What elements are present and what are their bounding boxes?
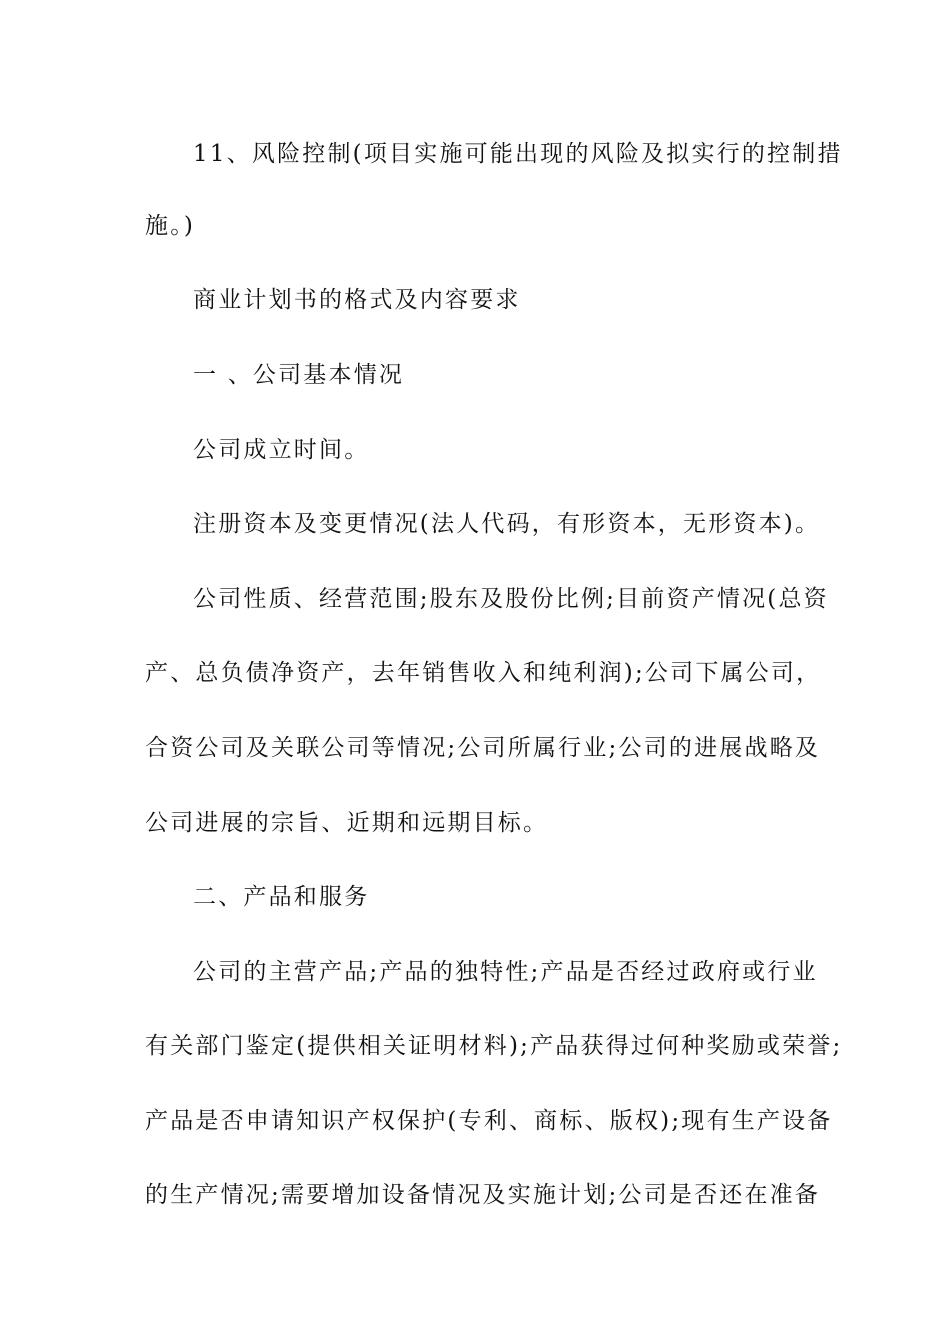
- paragraph-line: 施。): [145, 213, 196, 239]
- paragraph-line: 合资公司及关联公司等情况;公司所属行业;公司的进展战略及: [145, 735, 821, 761]
- paragraph-line: 公司性质、经营范围;股东及股份比例;目前资产情况(总资: [193, 586, 829, 612]
- paragraph-line: 产、总负债净资产，去年销售收入和纯利润);公司下属公司，: [145, 660, 822, 686]
- paragraph-line: 公司进展的宗旨、近期和远期目标。: [145, 810, 549, 836]
- section-heading: 二、产品和服务: [193, 884, 370, 910]
- paragraph-line: 注册资本及变更情况(法人代码，有形资本，无形资本)。: [193, 511, 821, 537]
- section-title: 商业计划书的格式及内容要求: [193, 287, 521, 313]
- paragraph-line: 11、风险控制(项目实施可能出现的风险及拟实行的控制措: [193, 141, 843, 167]
- paragraph-line: 的生产情况;需要增加设备情况及实施计划;公司是否还在准备: [145, 1182, 821, 1208]
- paragraph-line: 产品是否申请知识产权保护(专利、商标、版权);现有生产设备: [145, 1108, 833, 1134]
- paragraph-line: 公司的主营产品;产品的独特性;产品是否经过政府或行业: [193, 959, 818, 985]
- section-heading: 一 、公司基本情况: [193, 362, 405, 388]
- paragraph-line: 有关部门鉴定(提供相关证明材料);产品获得过何种奖励或荣誉;: [145, 1033, 843, 1059]
- paragraph-line: 公司成立时间。: [193, 437, 370, 463]
